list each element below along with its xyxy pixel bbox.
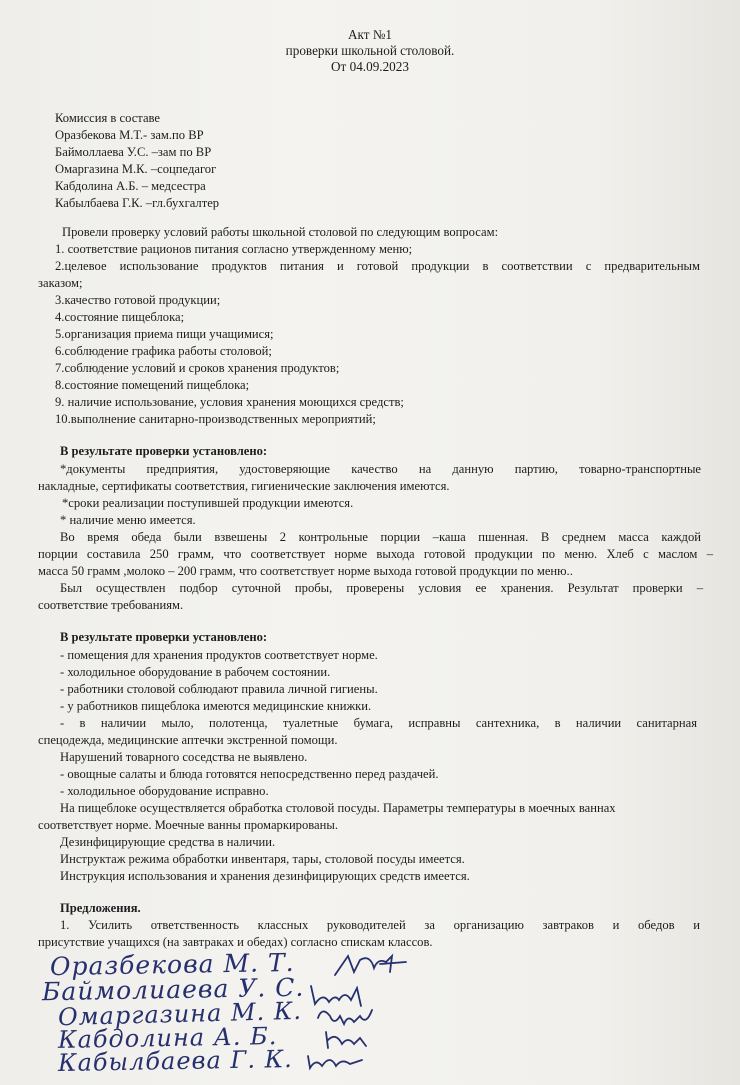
result-line: - в наличии мыло, полотенца, туалетные бумага, исправны сантехника, в наличии санитарная xyxy=(60,716,697,730)
questions-intro: Провели проверку условий работы школьной столовой по следующим вопросам: xyxy=(62,225,499,239)
proposal-line: присутствие учащихся (на завтраках и обедах) согласно спискам классов. xyxy=(38,935,433,949)
question-item: 4.состояние пищеблока; xyxy=(55,310,185,324)
result-line: спецодежда, медицинские аптечки экстренной помощи. xyxy=(38,733,338,747)
result-line: - у работников пищеблока имеются медицинские книжки. xyxy=(60,699,372,713)
commission-member: Кабылбаева Г.К. –гл.бухгалтер xyxy=(55,196,220,210)
question-item: 3.качество готовой продукции; xyxy=(55,293,221,307)
result-line: Инструктаж режима обработки инвентаря, тары, столовой посуды имеется. xyxy=(60,852,465,866)
commission-heading: Комиссия в составе xyxy=(55,111,160,125)
document-title: Акт №1 xyxy=(348,27,392,42)
signature-mark-1 xyxy=(330,950,410,980)
commission-member: Оразбекова М.Т.- зам.по ВР xyxy=(55,128,204,142)
result-line: соответствует норме. Моечные ванны промаркированы. xyxy=(38,818,338,832)
result-line: - холодильное оборудование исправно. xyxy=(60,784,269,798)
signature-name: Кабылбаева Г. К. xyxy=(57,1044,294,1078)
question-item-cont: заказом; xyxy=(38,276,83,290)
question-item: 1. соответствие рационов питания согласно утвержденному меню; xyxy=(55,242,413,256)
result-line: соответствие требованиям. xyxy=(38,598,184,612)
document-date: От 04.09.2023 xyxy=(331,59,409,74)
signature-name: Баймолиаева У. С. xyxy=(41,972,305,1007)
signature-name: Омаргазина М. К. xyxy=(57,996,303,1032)
result-line: На пищеблоке осуществляется обработка столовой посуды. Параметры температуры в моечных ваннах xyxy=(60,801,616,815)
result-line: масса 50 грамм ,молоко – 200 грамм, что соответствует норме выхода готовой продукции по меню.. xyxy=(38,564,573,578)
document-subtitle: проверки школьной столовой. xyxy=(285,43,455,58)
signature-mark-5 xyxy=(300,1048,370,1074)
result-line: порции составила 250 грамм, что соответствует норме выхода готовой продукции по меню. Хлеб с маслом – xyxy=(38,547,713,561)
result-heading: В результате проверки установлено: xyxy=(60,630,268,644)
proposal-line: 1. Усилить ответственность классных руководителей за организацию завтраков и обедов и xyxy=(60,918,700,932)
result-line: Нарушений товарного соседства не выявлено. xyxy=(60,750,308,764)
result-line: Во время обеда были взвешены 2 контрольные порции –каша пшенная. В среднем масса каждой xyxy=(60,530,701,544)
result-line: накладные, сертификаты соответствия, гигиенические заключения имеются. xyxy=(38,479,450,493)
question-item: 7.соблюдение условий и сроков хранения продуктов; xyxy=(55,361,340,375)
question-item: 5.организация приема пищи учащимися; xyxy=(55,327,274,341)
result-line: Был осуществлен подбор суточной пробы, проверены условия ее хранения. Результат проверки – xyxy=(60,581,703,595)
result-line: - овощные салаты и блюда готовятся непосредственно перед раздачей. xyxy=(60,767,439,781)
question-item: 10.выполнение санитарно-производственных мероприятий; xyxy=(55,412,376,426)
commission-member: Кабдолина А.Б. – медсестра xyxy=(55,179,206,193)
signature-name: Кабдолина А. Б. xyxy=(57,1022,278,1054)
result-line: * наличие меню имеется. xyxy=(60,513,196,527)
question-item: 9. наличие использование, условия хранения моющихся средств; xyxy=(55,395,404,409)
result-line: *документы предприятия, удостоверяющие качество на данную партию, товарно-транспортные xyxy=(60,462,701,476)
result-line: Дезинфицирующие средства в наличии. xyxy=(60,835,276,849)
result-line: *сроки реализации поступившей продукции имеются. xyxy=(62,496,354,510)
result-heading: В результате проверки установлено: xyxy=(60,444,268,458)
question-item: 2.целевое использование продуктов питания и готовой продукции в соответствии с предварительным xyxy=(55,259,700,273)
commission-member: Омаргазина М.К. –соцпедагог xyxy=(55,162,217,176)
signature-name: Оразбекова М. Т. xyxy=(49,947,295,982)
question-item: 6.соблюдение графика работы столовой; xyxy=(55,344,272,358)
commission-member: Баймоллаева У.С. –зам по ВР xyxy=(55,145,212,159)
proposals-heading: Предложения. xyxy=(60,901,141,915)
question-item: 8.состояние помещений пищеблока; xyxy=(55,378,250,392)
result-line: - помещения для хранения продуктов соответствует норме. xyxy=(60,648,378,662)
result-line: - работники столовой соблюдают правила личной гигиены. xyxy=(60,682,378,696)
result-line: Инструкция использования и хранения дезинфицирующих средств имеется. xyxy=(60,869,470,883)
result-line: - холодильное оборудование в рабочем состоянии. xyxy=(60,665,331,679)
